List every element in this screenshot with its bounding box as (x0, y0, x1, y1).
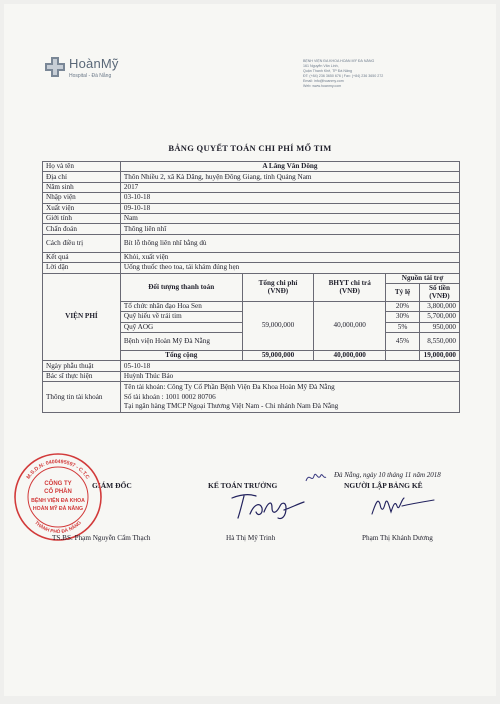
field-label: Họ và tên (43, 162, 121, 172)
table-row (43, 203, 460, 213)
hospital-contact-info (303, 59, 468, 89)
preparer-name: Phạm Thị Khánh Dương (362, 534, 433, 542)
patient-name: A Lăng Văn Dông (120, 162, 459, 172)
payer-name: Quỹ hiếu về trái tim (120, 312, 242, 322)
director-title: GIÁM ĐỐC (92, 481, 132, 490)
payer-rate: 30% (386, 312, 420, 322)
document-title: BẢNG QUYẾT TOÁN CHI PHÍ MỔ TIM (168, 143, 332, 153)
bhyt-paid: 40,000,000 (314, 301, 386, 350)
table-row (43, 193, 460, 203)
admission-date: 03-10-18 (120, 193, 459, 203)
col-header-bhyt: BHYT chi trả (VNĐ) (314, 273, 386, 301)
account-name: Tên tài khoản: Công Ty Cổ Phần Bệnh Viện Đa Khoa Hoàn Mỹ Đà Nẵng (123, 383, 335, 392)
fee-header-row (43, 273, 460, 283)
contact-line: Web: www.hoanmy.com (303, 84, 342, 88)
field-label: Năm sinh (43, 182, 121, 192)
field-label: Giới tính (43, 213, 121, 223)
table-row (43, 371, 460, 381)
sum-total-cost: 59,000,000 (242, 351, 314, 361)
logo-name: HoànMỹ (69, 56, 119, 71)
contact-line: ĐT: (+84) 236 3650 676 | Fax: (+84) 236 3650 272 (303, 74, 384, 78)
sign-date: Đà Nẵng, ngày 10 tháng 11 năm 2018 (334, 471, 441, 479)
stamp-line: HOÀN MỸ ĐÀ NẴNG (32, 506, 84, 512)
table-row (43, 361, 460, 371)
contact-line: Email: info@hoanmy.com (303, 79, 344, 83)
payer-amount: 950,000 (419, 322, 459, 332)
account-number: Số tài khoản : 1001 0002 80706 (123, 392, 216, 401)
field-label: Cách điều trị (43, 234, 121, 252)
medical-cross-icon (44, 56, 66, 78)
accountant-signature (228, 490, 308, 522)
contact-line: Quận Thanh Khê, TP Đà Nẵng (303, 69, 352, 73)
field-label: Địa chỉ (43, 172, 121, 182)
surgery-date: 05-10-18 (120, 361, 459, 371)
company-stamp (12, 451, 104, 543)
table-row (43, 172, 460, 182)
field-label: Nhập viện (43, 193, 121, 203)
stamp-line: CÔNG TY (44, 481, 72, 487)
sum-bhyt: 40,000,000 (314, 351, 386, 361)
advice: Uống thuốc theo toa, tái khám đúng hẹn (120, 263, 459, 273)
table-row (43, 182, 460, 192)
payer-rate: 20% (386, 301, 420, 311)
logo-subtitle: Hospital - Đà Nẵng (69, 73, 112, 79)
birth-year: 2017 (120, 182, 459, 192)
contact-line: BỆNH VIỆN ĐA KHOA HOÀN MỸ ĐÀ NẴNG (303, 59, 375, 63)
field-label: Lời dặn (43, 263, 121, 273)
col-header-payer: Đối tượng thanh toán (120, 273, 242, 301)
stamp-bottom-text: THÀNH PHỐ ĐÀ NẴNG (33, 520, 83, 536)
accountant-title: KẾ TOÁN TRƯỞNG (208, 481, 278, 490)
sum-label: Tổng cộng (120, 351, 242, 361)
settlement-table (42, 161, 460, 413)
stamp-code: M.S.D.N: 0400495597 - C.T.C (25, 458, 91, 481)
table-row (43, 162, 460, 172)
col-header-amount: Số tiền (VNĐ) (419, 283, 459, 301)
preparer-signature (368, 492, 438, 520)
table-row (43, 382, 460, 413)
field-label: Ngày phẫu thuật (43, 361, 121, 371)
field-label: Xuất viện (43, 203, 121, 213)
total-cost: 59,000,000 (242, 301, 314, 350)
result: Khỏi, xuất viện (120, 252, 459, 262)
doctor-name: Huỳnh Thúc Bảo (120, 371, 459, 381)
table-row (43, 263, 460, 273)
preparer-title: NGƯỜI LẬP BẢNG KÊ (344, 481, 423, 490)
table-row (43, 234, 460, 252)
field-label: Kết quả (43, 252, 121, 262)
payer-name: Tổ chức nhân đạo Hoa Sen (120, 301, 242, 311)
contact-line: 161 Nguyễn Văn Linh, (303, 64, 339, 68)
payer-name: Bệnh viện Hoàn Mỹ Đà Nẵng (120, 333, 242, 351)
document-page (4, 4, 496, 696)
col-header-total: Tổng chi phí (VNĐ) (242, 273, 314, 301)
fee-section-label: VIỆN PHÍ (43, 273, 121, 361)
stamp-line: BỆNH VIỆN ĐA KHOA (31, 498, 85, 504)
treatment: Bít lỗ thông liên nhĩ bằng dù (120, 234, 459, 252)
discharge-date: 09-10-18 (120, 203, 459, 213)
account-info (120, 382, 459, 413)
payer-rate: 5% (386, 322, 420, 332)
field-label: Bác sĩ thực hiện (43, 371, 121, 381)
hospital-logo (44, 56, 164, 84)
payer-rate: 45% (386, 333, 420, 351)
table-row (43, 213, 460, 223)
sum-rate-cell (386, 351, 420, 361)
field-label: Chẩn đoán (43, 224, 121, 234)
payer-name: Quỹ AOG (120, 322, 242, 332)
stamp-line: CỔ PHẦN (44, 489, 72, 495)
payer-amount: 5,700,000 (419, 312, 459, 322)
table-row (43, 252, 460, 262)
gender: Nam (120, 213, 459, 223)
payer-amount: 3,800,000 (419, 301, 459, 311)
account-bank: Tại ngân hàng TMCP Ngoại Thương Việt Nam - Chi nhánh Nam Đà Nẵng (123, 402, 339, 411)
table-row (43, 224, 460, 234)
payer-amount: 8,550,000 (419, 333, 459, 351)
patient-address: Thôn Nhiều 2, xã Kà Dăng, huyện Đông Giang, tỉnh Quảng Nam (120, 172, 459, 182)
accountant-name: Hà Thị Mỹ Trinh (226, 534, 276, 542)
col-header-rate: Tỷ lệ (386, 283, 420, 301)
initials-mark (304, 470, 328, 486)
director-name: TS.BS. Phạm Nguyễn Cẩm Thạch (52, 534, 151, 542)
field-label: Thông tin tài khoản (43, 382, 121, 413)
sum-sponsor-amount: 19,000,000 (419, 351, 459, 361)
diagnosis: Thông liên nhĩ (120, 224, 459, 234)
col-header-sponsor: Nguồn tài trợ (386, 273, 460, 283)
